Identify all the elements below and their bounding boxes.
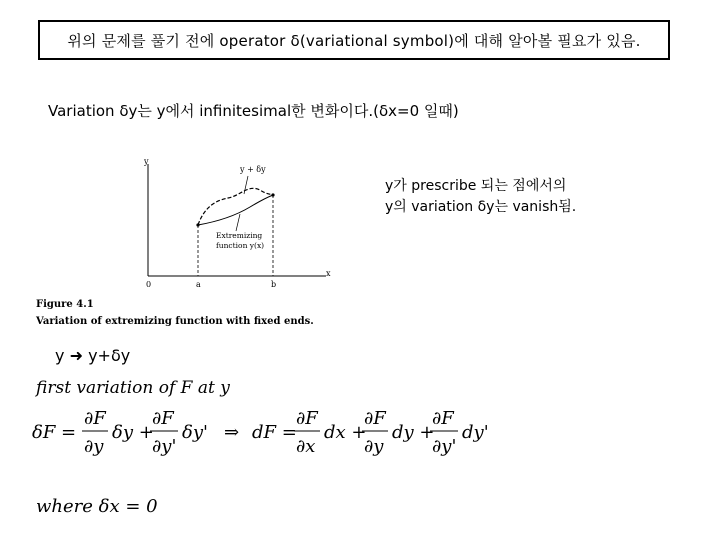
eq-term-dyp: dy' [462,422,489,443]
where-condition: where δx = 0 [36,496,158,517]
tick-b-label: b [271,280,277,289]
eq-frac2-den: ∂y' [152,436,177,457]
curve-label: y + δy [240,165,266,174]
extremizing-curve [198,195,273,225]
figure-caption-title: Figure 4.1 [36,299,94,310]
page-title: 위의 문제를 풀기 전에 operator δ(variational symbol)에 대해 알아볼 필요가 있음. [67,31,641,50]
varied-curve [198,188,273,225]
note-line-2: y의 variation δy는 vanish됨. [385,199,577,215]
eq-frac5-num: ∂F [432,408,454,429]
variation-definition: Variation δy는 y에서 infinitesimal한 변화이다.(δx=0 일때) [48,102,459,120]
boundary-note [385,176,576,218]
eq-frac5-den: ∂y' [432,436,457,457]
variation-equation [28,400,498,470]
tick-a-label: a [196,280,201,289]
eq-frac1-num: ∂F [84,408,106,429]
eq-term1: δy + [112,422,154,443]
endpoint-b [271,193,274,196]
y-axis-label: y [144,157,149,166]
x-axis-label: x [326,269,331,278]
right-arrow-icon: ➜ [69,346,89,365]
eq-term2: δy' [182,422,208,443]
origin-label: 0 [146,280,152,289]
eq-implies: ⇒ [224,422,240,443]
eq-dF-lhs: dF = [252,422,297,443]
eq-lhs: δF = [32,422,77,443]
eq-frac3-den: ∂x [296,436,316,457]
note-line-1: y가 prescribe 되는 점에서의 [385,178,567,194]
figure-caption-text: Variation of extremizing function with fixed ends. [36,316,314,327]
eq-frac1-den: ∂y [84,436,104,457]
eq-frac2-num: ∂F [152,408,174,429]
annotation-line-1: Extremizing [216,231,263,240]
annotation-pointer [236,214,240,231]
eq-frac3-num: ∂F [296,408,318,429]
substitution-line [55,346,130,365]
eq-term-dx: dx + [324,422,367,443]
arrow-from: y [55,346,65,365]
figure-caption [36,296,314,330]
eq-frac4-den: ∂y [364,436,384,457]
arrow-to: y+δy [88,346,131,365]
endpoint-a [196,223,199,226]
annotation-line-2: function y(x) [216,241,265,250]
eq-frac4-num: ∂F [364,408,386,429]
title-box [38,20,670,60]
first-variation-label: first variation of F at y [36,378,230,398]
curve-label-pointer [244,176,248,194]
eq-term-dy: dy + [392,422,435,443]
